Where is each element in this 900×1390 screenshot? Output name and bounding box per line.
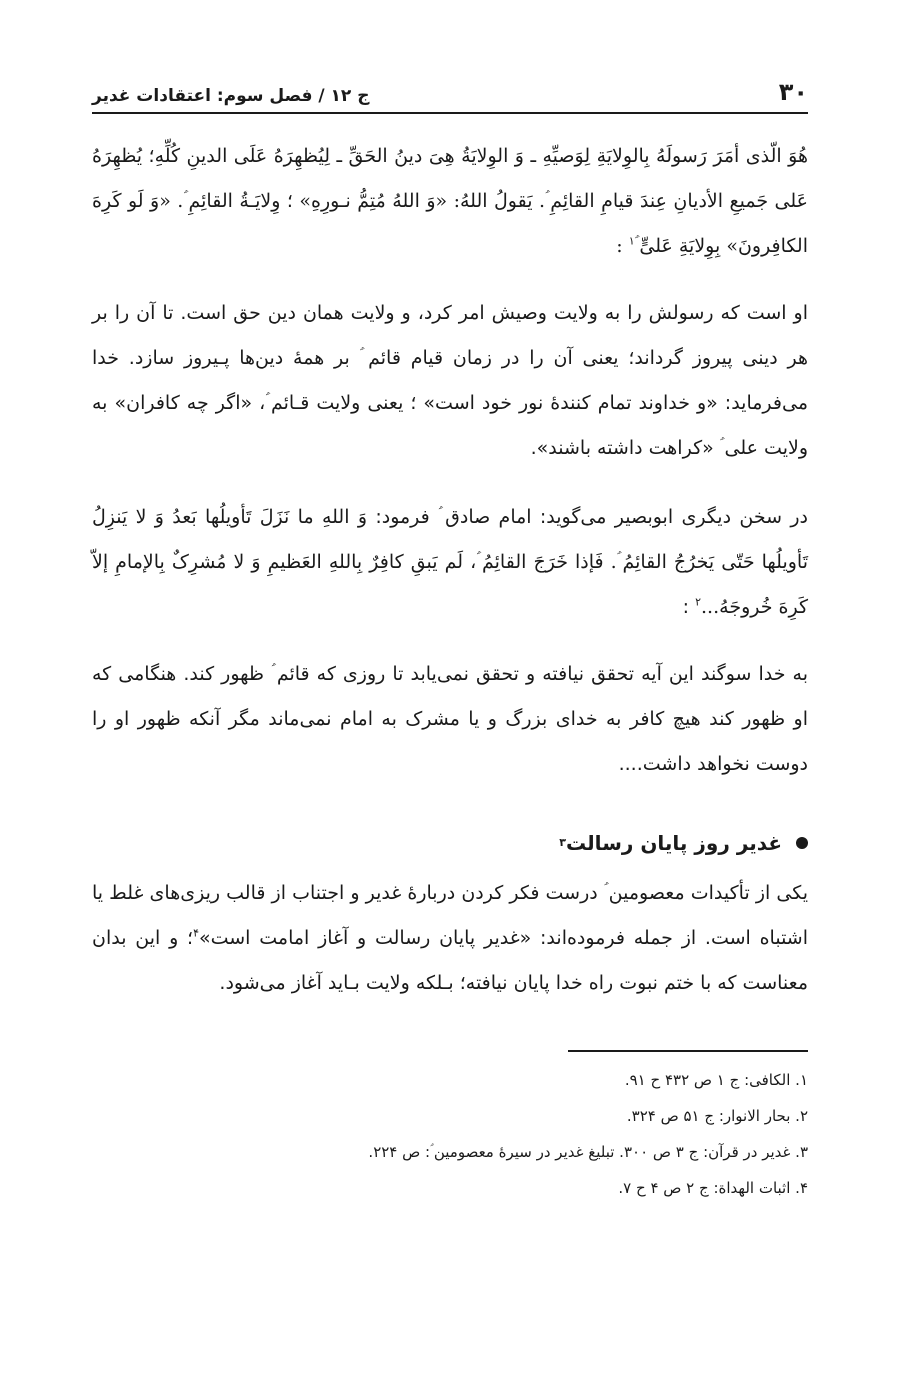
footnotes-list (92, 1062, 808, 1206)
section-heading: غدیر روز پایان رسالت ۳ (92, 823, 808, 863)
footnote-ref-1[interactable]: ۱ (628, 234, 635, 248)
section-paragraph (92, 871, 808, 1006)
section-paragraph-part-a: یکی از تأکیدات معصومین ؑ درست فکر کردن دربارهٔ غدیر و اجتناب از قالب ریزی‌های غلط یا اشتباه است. از جمله فرموده‌اند: «غدیر پایان رسالت و آغاز امامت است» (92, 882, 808, 949)
footnote-ref-4[interactable]: ۴ (193, 926, 199, 940)
book-page (92, 62, 808, 1206)
section-title: غدیر روز پایان رسالت (566, 831, 782, 855)
translation-paragraph-2: به خدا سوگند این آیه تحقق نیافته و تحقق نمی‌یابد تا روزی که قائم ؑ ظهور کند. هنگامی که او ظهور کند هیچ کافر به خدای بزرگ و یا مشرک به امام نمی‌ماند مگر آنکه ظهور او را دوست نخواهد داشت.... (92, 663, 808, 775)
hadith-intro: در سخن دیگری ابوبصیر می‌گوید: امام صادق ؑ فرمود: (375, 506, 808, 528)
arabic-quote-2-end: : (682, 596, 690, 618)
running-header (92, 62, 808, 114)
footnote-1: ۱. الکافی: ج ۱ ص ۴۳۲ ح ۹۱. (624, 1071, 808, 1089)
running-title: ج ۱۲ / فصل سوم: اعتقادات غدیر (92, 86, 370, 106)
section-paragraph-part-b: ؛ و این بدان معناست که با ختم نبوت راه خدا پایان نیافته؛ بـلکه ولایت بـاید آغاز می‌شود. (92, 927, 808, 994)
arabic-quote-1-text: هُوَ الّذی أمَرَ رَسولَهُ بِالوِلایَةِ لِوَصیِّهِ ـ وَ الوِلایَةُ هِیَ دینُ الحَقِّ ـ لِیُظهِرَهُ عَلَی الدینِ کُلِّهِ؛ یُظهِرَهُ عَلی جَمیعِ الأدیانِ عِندَ قیامِ القائِمِ ؑ. یَقولُ اللهُ: «وَ اللهُ مُتِمُّ نـورِهِ» ؛ وِلایَـةُ القائِمِ ؑ. «وَ لَو کَرِهَ الکافِرونَ» بِوِلایَةِ عَلیٍّ ؑ (92, 145, 808, 257)
arabic-quote-2-text: وَ اللهِ ما نَزَلَ تَأویلُها بَعدُ وَ لا یَنزِلُ تَأویلُها حَتّی یَخرُجُ القائِمُ ؑ. فَإذا خَرَجَ القائِمُ ؑ، لَم یَبقِ کافِرٌ بِاللهِ العَظیمِ وَ لا مُشرِکٌ بِالإمامِ إلاّ کَرِهَ خُروجَهُ... (92, 506, 808, 618)
footnote-ref-2[interactable]: ۲ (695, 595, 702, 609)
page-number: ۳۰ (778, 78, 808, 106)
hadith-paragraph-2 (92, 495, 808, 630)
translation-paragraph-1: او است که رسولش را به ولایت وصیش امر کرد، و ولایت همان دین حق است. تا آن را بر هر دینی پیروز گرداند؛ یعنی آن را در زمان قیام قائم ؑ بر همهٔ دین‌ها پـیروز سازد. خدا می‌فرماید: «و خداوند تمام کنندهٔ نور خود است» ؛ یعنی ولایت قـائم ؑ، «اگر چه کافران» به ولایت علی ؑ «کراهت داشته باشند». (92, 302, 808, 459)
footnote-divider (568, 1050, 808, 1052)
arabic-quote-1 (92, 134, 808, 269)
footnote-2: ۲. بحار الانوار: ج ۵۱ ص ۳۲۴. (626, 1107, 808, 1125)
bullet-icon (796, 837, 808, 849)
footnote-4: ۴. اثبات الهداة: ج ۲ ص ۴ ح ۷. (618, 1179, 808, 1197)
footnote-3: ۳. غدیر در قرآن: ج ۳ ص ۳۰۰. تبلیغ غدیر در سیرهٔ معصومین ؑ: ص ۲۲۴. (368, 1143, 808, 1161)
arabic-quote-1-end: : (616, 235, 623, 257)
